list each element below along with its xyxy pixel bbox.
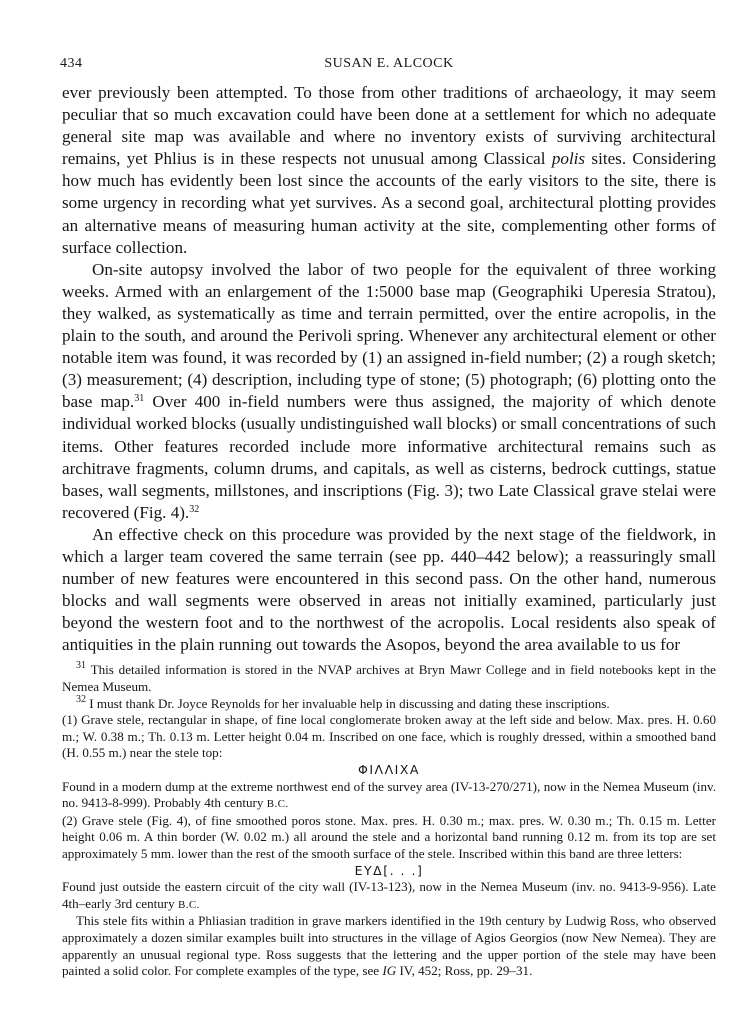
paragraph-2 [62,259,716,524]
page-number: 434 [60,56,83,71]
page-header [62,50,716,72]
footnote-31 [62,662,716,695]
stele-discussion [62,913,716,979]
footnote-31-number: 31 [76,660,86,672]
footnote-ref-31: 31 [134,393,145,405]
footnotes [62,662,716,979]
running-head: SUSAN E. ALCOCK [324,56,454,71]
stele-1-find-text: Found in a modern dump at the extreme northwest end of the survey area (IV-13-270/271), now in the Nemea Museum (inv. no. 9413-8-999). Probably 4th century [62,778,716,811]
footnote-31-text: This detailed information is stored in the NVAP archives at Bryn Mawr College and in field notebooks kept in the Nemea Museum. [62,662,716,695]
italic-term: polis [551,149,586,169]
stele-1-inscription: ΦΙΛΛΙΧΑ [358,762,420,777]
paragraph-2-mid: Over 400 in-field numbers were thus assigned, the majority of which denote individual worked blocks (usually undistinguished wall blocks) or small concentrations of such items. Other features recorded include more informative architectural remains such as architrave fragments, column drums, and capitals, as well as cisterns, bedrock cuttings, statue bases, wall segments, millstones, and inscriptions (Fig. 3); two Late Classical grave stelai were recovered (Fig. 4). [62,392,717,522]
stele-discussion-end: IV, 452; Ross, pp. 29–31. [396,963,533,979]
stele-1-date-abbr: B.C. [266,798,289,811]
paragraph-1 [62,82,716,259]
body-text [62,82,716,656]
stele-2-inscription: ΕΥΔ[. . .] [354,862,424,878]
stele-1-description: (1) Grave stele, rectangular in shape, of fine local conglomerate broken away at the left side and below. Max. pres. H. 0.60 m.; W. 0.38 m.; Th. 0.13 m. Letter height 0.04 m. Inscribed on one face, which is roughly dressed, within a smoothed band (H. 0.55 m.) near the stele top: [62,712,716,761]
stele-2-find [62,879,716,913]
footnote-32-text: I must thank Dr. Joyce Reynolds for her invaluable help in discussing and dating these inscriptions. [86,695,610,711]
stele-discussion-text: This stele fits within a Phliasian tradition in grave markers identified in the 19th century by Ludwig Ross, who observed approximately a dozen similar examples built into structures in the village of Agios Georgios (now New Nemea). They are apparently an unusual regional type. Ross suggests that the lettering and the upper portion of the stele may have been painted a solid color. For complete examples of the type, see [62,913,716,979]
footnote-32 [62,693,716,713]
paragraph-1-end: sites. Considering how much has evidently been lost since the accounts of the early visitors to the site, there is some urgency in recording what yet survives. As a second goal, architectural plotting provides an alternative means of measuring human activity at the site, complementing other forms of surface collection. [62,149,716,257]
footnote-32-number: 32 [76,693,86,705]
paragraph-2-text: On-site autopsy involved the labor of two people for the equivalent of three working weeks. Armed with an enlargement of the 1:5000 base map (Geographiki Uperesia Stratou), they walked, as systematically as time and terrain permitted, over the entire acropolis, in the plain to the south, and around the Perivoli spring. Whenever any architectural element or other notable item was found, it was recorded by (1) an assigned in-field number; (2) a rough sketch; (3) measurement; (4) description, including type of stone; (5) photograph; (6) plotting onto the base map. [62,259,716,412]
paragraph-3-text: An effective check on this procedure was provided by the next stage of the fieldwork, in which a larger team covered the same terrain (see pp. 440–442 below); a reassuringly small number of new features were encountered in this second pass. On the other hand, numerous blocks and wall segments were observed in areas not initially examined, particularly just beyond the western foot and to the northwest of the acropolis. Local residents also speak of antiquities in the plain running out towards the Asopos, beyond the area available to us for [62,524,716,655]
stele-discussion-ref: IG [382,963,397,979]
stele-2-description: (2) Grave stele (Fig. 4), of fine smoothed poros stone. Max. pres. H. 0.30 m.; max. pres. W. 0.30 m.; Th. 0.15 m. Letter height 0.06 m. A thin border (W. 0.02 m.) all around the stele and a horizontal band running 0.12 m. from its top are set approximately 5 mm. lower than the rest of the smooth surface of the stele. Inscribed within this band are three letters: [62,812,716,861]
paragraph-1-text: ever previously been attempted. To those from other traditions of archaeology, it may seem peculiar that so much excavation could have been done at a settlement for which no adequate general site map was available and where no inventory exists of surviving architectural remains, yet Phlius is in these respects not unusual among Classical [62,83,716,169]
stele-2-date-abbr: B.C. [177,898,200,911]
footnote-ref-32: 32 [189,503,200,515]
document-page [62,50,716,980]
stele-2-find-text: Found just outside the eastern circuit of the city wall (IV-13-123), now in the Nemea Museum (inv. no. 9413-9-956). Late 4th–early 3rd century [62,879,716,911]
paragraph-3 [62,524,716,657]
stele-1-find [62,779,716,813]
